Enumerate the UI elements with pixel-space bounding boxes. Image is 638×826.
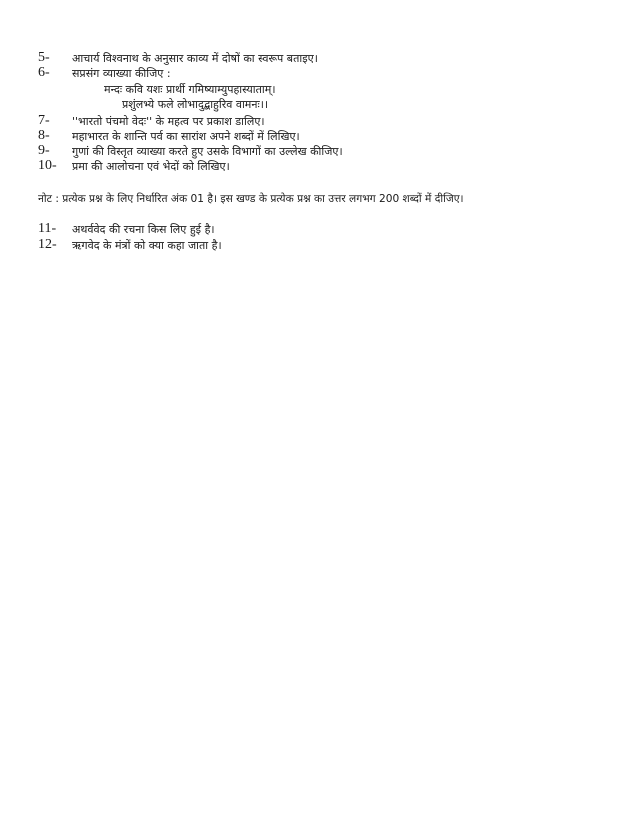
- question-number: 12-: [38, 237, 57, 252]
- question-text: आचार्य विश्वनाथ के अनुसार काव्य में दोषों का स्वरूप बताइए।: [72, 52, 318, 65]
- question-text: अथर्ववेद की रचना किस लिए हुई है।: [72, 223, 215, 236]
- question-number: 10-: [38, 158, 57, 173]
- verse-line-1: मन्दः कवि यशः प्रार्थी गमिष्याम्युपहास्याताम्।: [104, 83, 276, 96]
- section-note: नोट : प्रत्येक प्रश्न के लिए निर्धारित अंक 01 है। इस खण्ड के प्रत्येक प्रश्न का उत्तर लगभग 200 शब्दों में दीजिए।: [38, 193, 464, 205]
- question-text: महाभारत के शान्ति पर्व का सारांश अपने शब्दों में लिखिए।: [72, 130, 300, 143]
- question-number: 6-: [38, 65, 50, 80]
- question-number: 11-: [38, 221, 57, 236]
- question-number: 9-: [38, 143, 50, 158]
- question-text: ऋगवेद के मंत्रों को क्या कहा जाता है।: [72, 239, 222, 252]
- question-number: 5-: [38, 50, 50, 65]
- question-text: गुणां की विस्तृत व्याख्या करते हुए उसके विभागों का उल्लेख कीजिए।: [72, 145, 343, 158]
- question-number: 8-: [38, 128, 50, 143]
- question-text: ''भारतो पंचमो वेदः'' के महत्व पर प्रकाश डालिए।: [72, 115, 265, 128]
- question-text: प्रमा की आलोचना एवं भेदों को लिखिए।: [72, 160, 230, 173]
- verse-line-2: प्रशुंलभ्ये फले लोभादुद्बाहुरिव वामनः।।: [122, 98, 269, 111]
- question-number: 7-: [38, 113, 50, 128]
- question-text: सप्रसंग व्याख्या कीजिए :: [72, 67, 171, 80]
